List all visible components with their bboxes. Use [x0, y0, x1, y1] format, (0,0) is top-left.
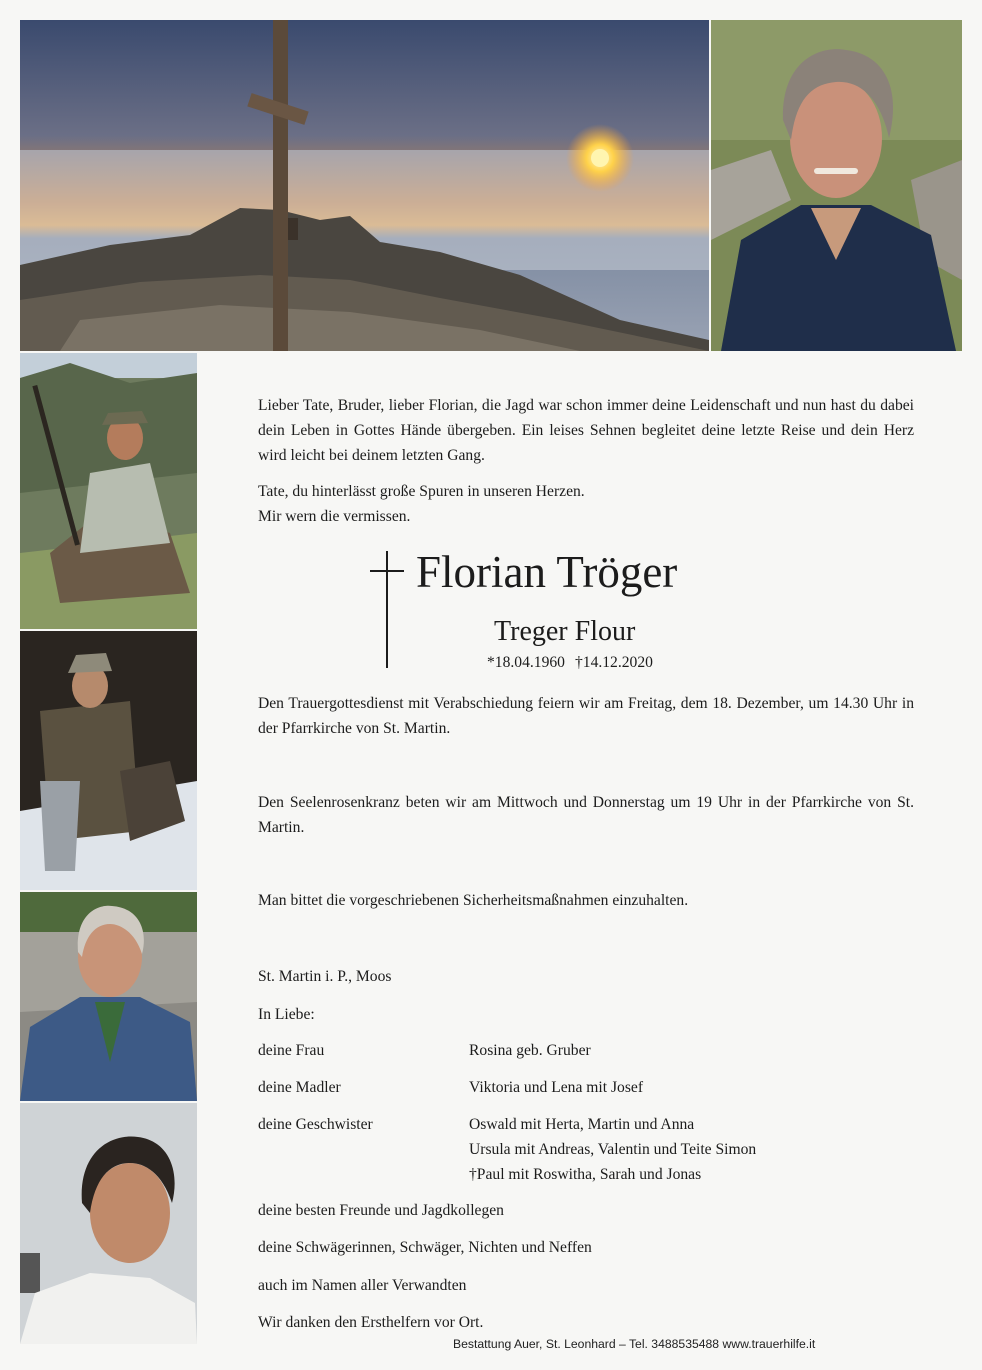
- tribute-lines: [258, 479, 914, 529]
- funeral-home-footer: Bestattung Auer, St. Leonhard – Tel. 3488535488 www.trauerhilfe.it: [453, 1337, 816, 1351]
- mourner-name: Ursula mit Andreas, Valentin und Teite Simon: [469, 1141, 757, 1158]
- closing-line: deine besten Freunde und Jagdkollegen: [258, 1202, 504, 1219]
- rosary-announcement: Den Seelenrosenkranz beten wir am Mittwoch und Donnerstag um 19 Uhr in der Pfarrkirche von St. Martin.: [258, 794, 914, 836]
- portrait-photo: [711, 20, 962, 351]
- mourner-name: Rosina geb. Gruber: [469, 1042, 591, 1059]
- mourner-names: [469, 1075, 643, 1100]
- closing-line: Wir danken den Ersthelfern vor Ort.: [258, 1314, 484, 1331]
- mourner-name: Viktoria und Lena mit Josef: [469, 1079, 644, 1096]
- smiling-man-photo: [20, 1103, 197, 1344]
- death-date: †14.12.2020: [574, 654, 653, 671]
- mourner-relation: deine Madler: [258, 1079, 341, 1096]
- funeral-announcement: Den Trauergottesdienst mit Verabschiedung feiern wir am Freitag, dem 18. Dezember, um 14.30 Uhr in der Pfarrkirche von St. Martin.: [258, 695, 914, 737]
- tribute-line-2: Mir wern die vermissen.: [258, 508, 411, 525]
- place-line: St. Martin i. P., Moos: [258, 968, 392, 985]
- life-dates: [487, 652, 653, 674]
- mourner-relation: deine Frau: [258, 1042, 325, 1059]
- hunter-with-rifle-photo: [20, 353, 197, 629]
- mourner-names: [469, 1038, 591, 1063]
- tribute-line-1: Tate, du hinterlässt große Spuren in unseren Herzen.: [258, 483, 585, 500]
- closing-line: auch im Namen aller Verwandten: [258, 1277, 467, 1294]
- tribute-paragraph: Lieber Tate, Bruder, lieber Florian, die Jagd war schon immer deine Leidenschaft und nun hast du dabei dein Leben in Gottes Hände übergeben. Ein leises Sehnen begleitet deine letzte Reise und dein Herz wird leicht bei deinem letzten Gang.: [258, 397, 914, 464]
- cross-icon: [370, 551, 404, 668]
- mourner-name: †Paul mit Roswitha, Sarah und Jonas: [469, 1166, 702, 1183]
- deceased-nickname: Treger Flour: [494, 616, 636, 647]
- safety-notice: Man bittet die vorgeschriebenen Sicherheitsmaßnahmen einzuhalten.: [258, 892, 689, 909]
- birth-date: *18.04.1960: [487, 654, 565, 671]
- closing-line: deine Schwägerinnen, Schwäger, Nichten und Neffen: [258, 1239, 592, 1256]
- hunter-in-snow-photo: [20, 631, 197, 890]
- in-love-heading: In Liebe:: [258, 1006, 315, 1023]
- deceased-name: Florian Tröger: [416, 547, 678, 597]
- mourner-relation: deine Geschwister: [258, 1116, 373, 1133]
- mourner-names: [469, 1112, 756, 1187]
- man-in-denim-jacket-photo: [20, 892, 197, 1101]
- mourner-name: Oswald mit Herta, Martin und Anna: [469, 1116, 695, 1133]
- mountain-summit-cross-sunrise-photo: [20, 20, 709, 351]
